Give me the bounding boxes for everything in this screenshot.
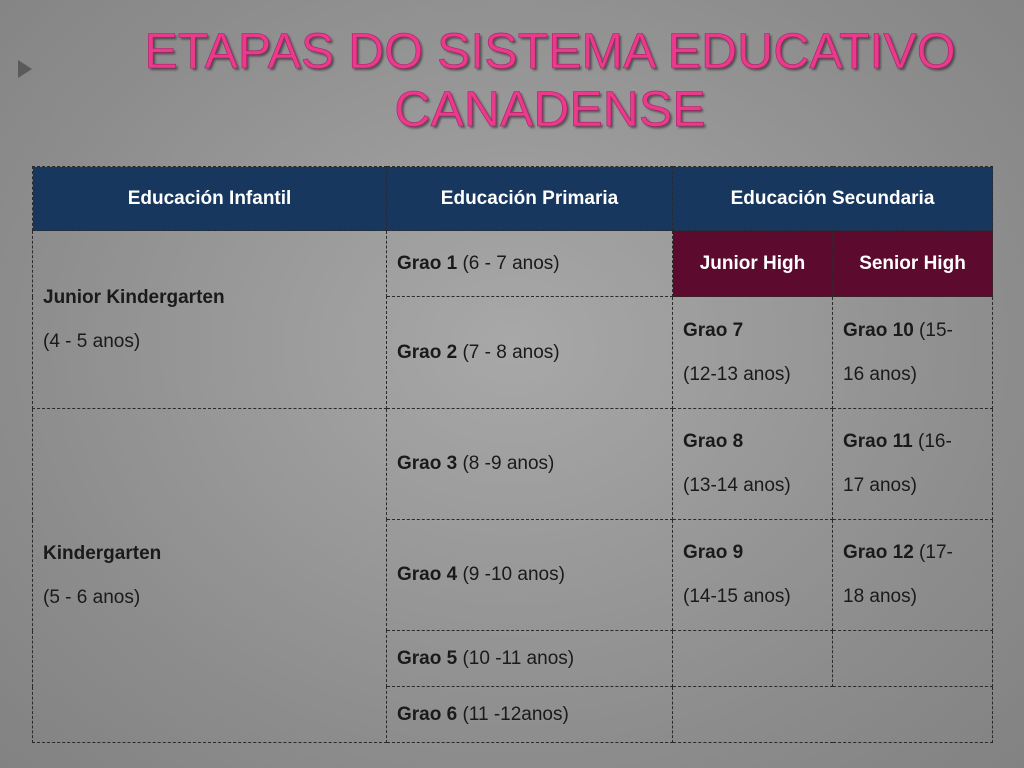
grade-label: Grao 3 [397, 453, 458, 474]
grade-age: (14-15 anos) [683, 586, 791, 607]
infantil-name: Junior Kindergarten [43, 286, 225, 308]
infantil-name: Kindergarten [43, 542, 162, 564]
page-title [60, 22, 1024, 138]
cell-grade-4 [387, 520, 673, 631]
cell-grade-10 [833, 297, 993, 409]
cell-junior-kindergarten [33, 231, 387, 409]
cell-grade-6 [387, 687, 673, 743]
empty-cell [833, 631, 993, 687]
grade-age: (6 - 7 anos) [462, 252, 560, 274]
subheader-senior-high: Senior High [833, 231, 993, 297]
grade-age: 18 anos) [843, 586, 917, 607]
grade-label: Grao 11 [843, 431, 913, 452]
cell-grade-9 [673, 520, 833, 631]
grade-age: (8 -9 anos) [462, 453, 555, 474]
cell-grade-12 [833, 520, 993, 631]
table-row [33, 409, 993, 520]
subheader-junior-high: Junior High [673, 231, 833, 297]
cell-grade-11 [833, 409, 993, 520]
cell-grade-2 [387, 297, 673, 409]
empty-cell [673, 687, 993, 743]
grade-label: Grao 5 [397, 647, 458, 669]
header-primaria: Educación Primaria [387, 167, 673, 231]
title-line-1: ETAPAS DO SISTEMA EDUCATIVO [144, 23, 956, 79]
grade-label: Grao 1 [397, 252, 458, 274]
grade-label: Grao 2 [397, 341, 458, 363]
empty-cell [673, 631, 833, 687]
education-stages-table [32, 166, 993, 743]
cell-grade-1 [387, 231, 673, 297]
grade-label: Grao 7 [683, 319, 744, 341]
infantil-age: (5 - 6 anos) [43, 586, 141, 608]
grade-age: (13-14 anos) [683, 475, 791, 496]
grade-label: Grao 6 [397, 703, 458, 725]
grade-age: (16- [918, 431, 952, 452]
grade-label: Grao 12 [843, 542, 914, 563]
grade-label: Grao 10 [843, 319, 914, 341]
cell-grade-7 [673, 297, 833, 409]
header-infantil: Educación Infantil [33, 167, 387, 231]
grade-age: 17 anos) [843, 475, 917, 496]
grade-age: (12-13 anos) [683, 363, 791, 385]
cell-grade-5 [387, 631, 673, 687]
grade-age: (11 -12anos) [462, 703, 569, 725]
grade-label: Grao 4 [397, 564, 458, 585]
cell-kindergarten [33, 409, 387, 743]
grade-age: (10 -11 anos) [462, 647, 575, 669]
cell-grade-3 [387, 409, 673, 520]
title-bullet-icon [18, 60, 32, 78]
grade-age: (15- [919, 319, 953, 341]
title-line-2: CANADENSE [394, 81, 706, 137]
grade-age: (17- [919, 542, 953, 563]
infantil-age: (4 - 5 anos) [43, 330, 141, 352]
grade-label: Grao 8 [683, 431, 744, 452]
grade-label: Grao 9 [683, 542, 744, 563]
grade-age: 16 anos) [843, 363, 917, 385]
table-header-row [33, 167, 993, 231]
cell-grade-8 [673, 409, 833, 520]
header-secundaria: Educación Secundaria [673, 167, 993, 231]
table-row [33, 231, 993, 297]
grade-age: (9 -10 anos) [462, 564, 565, 585]
grade-age: (7 - 8 anos) [462, 341, 560, 363]
